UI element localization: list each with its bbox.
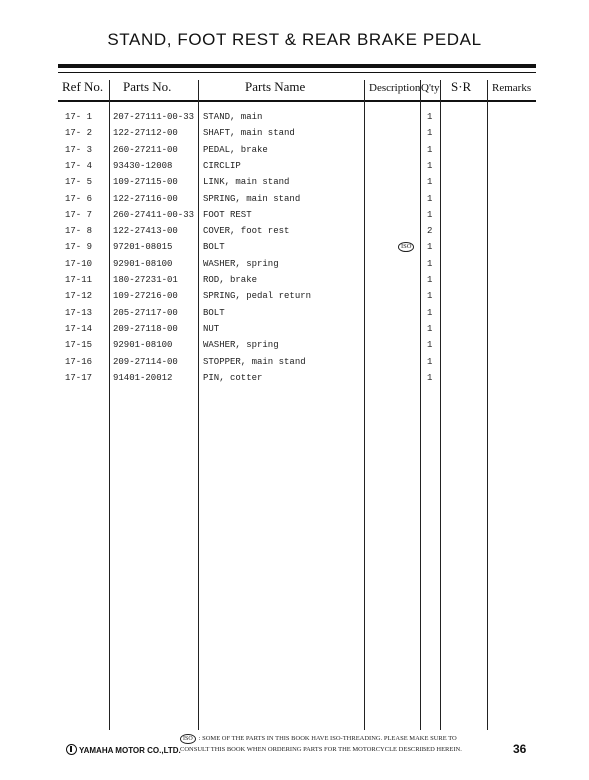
parts-name-cell: COVER, foot rest [203,226,290,237]
parts-no-cell: 93430-12008 [113,160,173,171]
parts-no-cell: 122-27413-00 [113,226,178,237]
ref-no-cell: 17- 5 [65,177,93,188]
ref-no-cell: 17- 4 [65,160,93,171]
table-row [0,143,589,159]
parts-no-cell: 122-27116-00 [113,193,178,204]
footnote-line-2: CONSULT THIS BOOK WHEN ORDERING PARTS FOR THE MOTORCYCLE DESCRIBED HEREIN. [180,746,462,753]
parts-name-cell: SHAFT, main stand [203,128,295,139]
iso-footnote [180,733,462,755]
table-row [0,257,589,273]
table-row [0,306,589,322]
header-qty: Q'ty [421,82,440,94]
qty-cell: 1 [427,112,433,122]
description-cell: ISO [398,242,414,252]
ref-no-cell: 17-17 [65,372,93,383]
parts-no-cell: 92901-08100 [113,258,173,269]
qty-cell: 1 [427,258,433,269]
ref-no-cell: 17-14 [65,323,93,334]
qty-cell: 1 [427,340,433,351]
qty-cell: 1 [427,193,433,204]
header-ref-no: Ref No. [62,79,104,94]
qty-cell: 1 [427,177,433,188]
parts-name-cell: LINK, main stand [203,177,290,188]
qty-cell: 1 [427,128,433,139]
parts-name-cell: PIN, cotter [203,372,263,383]
parts-name-cell: STAND, main [203,112,263,122]
page-title: STAND, FOOT REST & REAR BRAKE PEDAL [107,30,482,49]
qty-cell: 1 [427,307,433,318]
header-remarks: Remarks [492,82,532,94]
parts-name-cell: FOOT REST [203,209,252,220]
table-row [0,289,589,305]
footnote-line-1: : SOME OF THE PARTS IN THIS BOOK HAVE ISO-THREADING. PLEASE MAKE SURE TO [198,735,457,742]
table-row [0,240,589,256]
company-name: YAMAHA MOTOR CO.,LTD. [79,746,181,755]
parts-no-cell: 91401-20012 [113,372,173,383]
parts-no-cell: 122-27112-00 [113,128,178,139]
parts-name-cell: ROD, brake [203,275,258,285]
table-row [0,322,589,338]
ref-no-cell: 17- 9 [65,242,93,253]
parts-name-cell: NUT [203,323,220,334]
parts-no-cell: 109-27115-00 [113,177,178,188]
parts-no-cell: 92901-08100 [113,340,173,351]
parts-name-cell: BOLT [203,242,225,253]
qty-cell: 1 [427,160,433,171]
ref-no-cell: 17- 2 [65,128,93,139]
table-row [0,159,589,175]
parts-no-cell: 180-27231-01 [113,275,178,285]
table-row [0,208,589,224]
ref-no-cell: 17-11 [65,275,93,285]
table-row [0,355,589,371]
header-parts-no: Parts No. [123,79,172,94]
parts-name-cell: SPRING, pedal return [203,291,312,302]
parts-name-cell: BOLT [203,307,225,318]
ref-no-cell: 17-12 [65,291,93,302]
qty-cell: 1 [427,372,433,383]
page-number: 36 [513,742,527,756]
header-rule-thin [58,72,536,73]
tuning-fork-logo-icon [66,744,77,755]
ref-no-cell: 17- 8 [65,226,93,237]
header-rule-thick [58,64,536,68]
iso-mark-icon: ISO [180,734,196,744]
parts-name-cell: CIRCLIP [203,160,241,171]
ref-no-cell: 17- 6 [65,193,93,204]
parts-no-cell: 209-27114-00 [113,356,178,367]
parts-no-cell: 205-27117-00 [113,307,178,318]
table-row [0,175,589,191]
parts-no-cell: 260-27411-00-33 [113,209,195,220]
ref-no-cell: 17- 1 [65,112,93,122]
table-row [0,371,589,387]
parts-name-cell: SPRING, main stand [203,193,301,204]
parts-name-cell: WASHER, spring [203,340,279,351]
parts-no-cell: 209-27118-00 [113,323,178,334]
header-description: Description [369,82,421,94]
header-bottom-rule [58,100,536,102]
qty-cell: 2 [427,226,433,237]
qty-cell: 1 [427,144,433,155]
qty-cell: 1 [427,242,433,253]
table-row [0,192,589,208]
parts-name-cell: WASHER, spring [203,258,279,269]
table-row [0,110,589,126]
ref-no-cell: 17-15 [65,340,93,351]
ref-no-cell: 17-10 [65,258,93,269]
qty-cell: 1 [427,209,433,220]
parts-name-cell: PEDAL, brake [203,144,268,155]
parts-no-cell: 260-27211-00 [113,144,178,155]
ref-no-cell: 17-16 [65,356,93,367]
header-parts-name: Parts Name [245,79,306,94]
company-logo [66,744,181,755]
qty-cell: 1 [427,356,433,367]
table-row [0,224,589,240]
parts-no-cell: 207-27111-00-33 [113,112,195,122]
parts-no-cell: 109-27216-00 [113,291,178,302]
table-row [0,338,589,354]
ref-no-cell: 17- 3 [65,144,93,155]
qty-cell: 1 [427,291,433,302]
ref-no-cell: 17- 7 [65,209,93,220]
qty-cell: 1 [427,323,433,334]
parts-no-cell: 97201-08015 [113,242,173,253]
table-row [0,273,589,289]
ref-no-cell: 17-13 [65,307,93,318]
table-row [0,126,589,142]
header-sr: S·R [451,79,472,94]
qty-cell: 1 [427,275,433,285]
parts-name-cell: STOPPER, main stand [203,356,306,367]
